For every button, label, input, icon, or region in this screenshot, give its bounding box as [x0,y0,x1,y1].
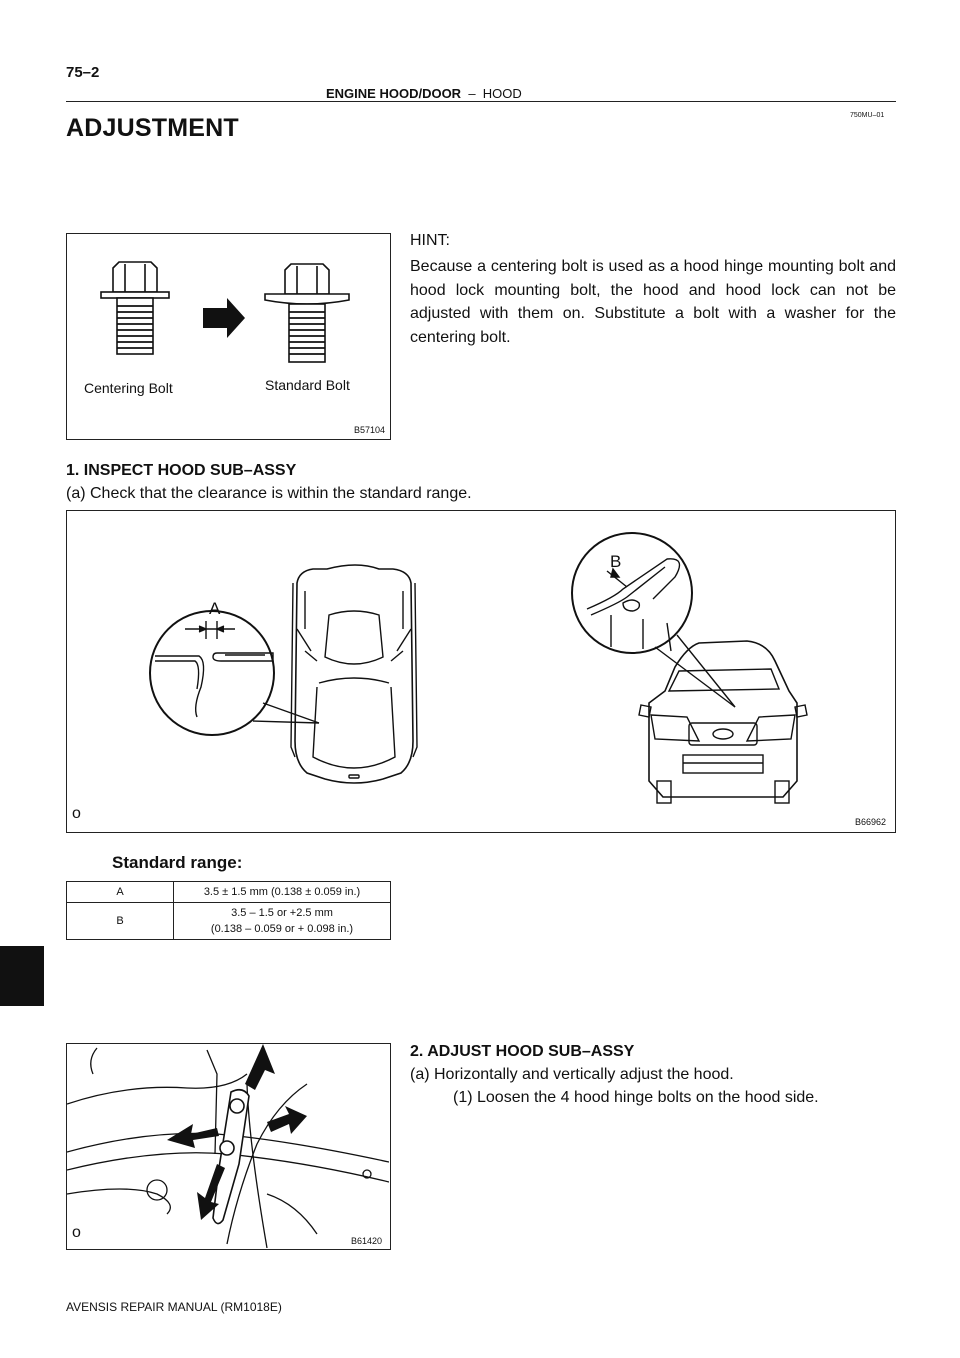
footer: AVENSIS REPAIR MANUAL (RM1018E) [66,1300,282,1314]
header-title-bold: ENGINE HOOD/DOOR [326,86,462,101]
right-arrow-icon [267,1106,307,1134]
label-a: A [209,599,221,618]
header-title [326,86,522,101]
corner-mark: o [72,805,81,822]
centering-bolt-label: Centering Bolt [84,380,173,396]
figure-clearance [66,510,896,833]
row-value-line: 3.5 – 1.5 or +2.5 mm [231,907,333,919]
step2-sub-a: (a) Horizontally and vertically adjust the hood. [410,1066,734,1083]
doc-code: 750MU–01 [850,112,885,119]
hint-body: Because a centering bolt is used as a hood hinge mounting bolt and hood lock mounting bolt, the hood and hood lock can not be adjusted with them on. Substitute a bolt with a washer for the centering bolt. [410,258,896,346]
table-row [67,882,391,903]
figure-code: B66962 [855,817,887,827]
hinge-bolt [220,1141,234,1155]
figure-bolts [66,233,391,440]
figure-hinge [66,1043,391,1250]
centering-bolt-drawing [101,262,169,354]
standard-bolt-drawing [265,264,349,362]
step1-sub-a: (a) Check that the clearance is within the standard range. [66,485,472,502]
left-arrow-icon [167,1124,219,1148]
clearance-illustration [67,511,894,831]
standard-range-table [66,881,391,940]
corner-mark: o [72,1224,81,1241]
row-value [174,903,391,940]
bolts-illustration [67,234,389,438]
row-key: A [67,882,174,903]
up-arrow-icon [245,1044,275,1090]
label-b: B [610,552,622,571]
header-title-rest: HOOD [482,86,522,101]
standard-range-label: Standard range: [112,853,243,872]
row-key: B [67,903,174,940]
step2-sub-a1: (1) Loosen the 4 hood hinge bolts on the hood side. [453,1089,819,1106]
step1-heading: 1. INSPECT HOOD SUB–ASSY [66,462,297,479]
hinge-bolt [230,1099,244,1113]
header-rule [66,101,896,102]
row-value-line: (0.138 – 0.059 or + 0.098 in.) [210,923,354,935]
hint-title: HINT: [410,232,450,249]
step2-heading: 2. ADJUST HOOD SUB–ASSY [410,1043,635,1060]
row-value: 3.5 ± 1.5 mm (0.138 ± 0.059 in.) [174,882,391,903]
hinge-illustration [67,1044,389,1248]
figure-code: B57104 [354,425,386,435]
standard-bolt-label: Standard Bolt [265,377,350,393]
page-number: 75–2 [66,64,100,81]
table-row [67,903,391,940]
chapter-tab [0,946,44,1006]
right-arrow-icon [203,298,245,338]
section-title: ADJUSTMENT [66,114,239,142]
header-title-sep: – [468,86,476,101]
figure-code: B61420 [351,1236,383,1246]
